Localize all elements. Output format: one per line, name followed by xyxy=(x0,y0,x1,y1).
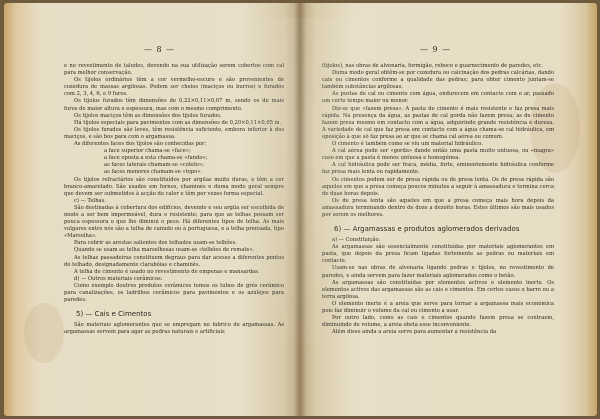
paragraph: as faces laterais chamam-se «cutelo»; xyxy=(104,162,204,169)
paragraph: Além disso ainda a areia serve para aumentar a resistência da xyxy=(332,329,497,336)
paragraph: e no revestimento de taludes, devendo na sua utilização serem cobertos com cal para melhor conservação. xyxy=(64,63,284,77)
paragraph: O elemento inerte é a areia que serve para tornar a argamassa mais económica pois faz diminuir o volume da cal ou cimento a usar. xyxy=(322,300,554,314)
paragraph: Os tijolos refractários são constituídos por argilas muito duras, e têm a cor branco-amarelado. São usados em fornos, chaminés e duma modo geral sempre que devem ser submetidos à acção do calor e têm por vezes forma especial. xyxy=(64,176,284,197)
book-spine xyxy=(294,3,306,416)
open-book xyxy=(4,3,597,416)
paragraph: As telhas passadeiras constituem degraus para dar acesso a diferentes pontos do telhado, designadamente clarabóias e chaminés. xyxy=(64,254,284,268)
paragraph: As argamassas são constituídas por elementos activos e elemento inerte. Os elementos activos das argamassas são as cais e cimentos. Em certos casos o barro ou a terra argilosa. xyxy=(322,279,554,300)
paragraph: São materiais aglomerantes que se empregam no fabrico de argamassas. As argamassas servem para agar as pedras naturais e artificiais xyxy=(64,322,284,336)
paragraph: Os tijolos maciços têm as dimensões dos tijolos furados. xyxy=(74,112,222,119)
paragraph: Diz-se que «fazem presa». A pasta de cimento é mais resistente e faz presa mais rápida. Na presença da água, as pastas de cal gorda não fazem presa; as de cimento fazem presa mesmo em contacto com a água, adquirindo grande resistência e dureza. A variedade de cal que faz presa em contacto com a água chama-se cal hidráulica, em oposição à que só faz presa ao ar que se chama cal aérea ou comum. xyxy=(322,105,554,140)
paragraph: Duma modo geral obtêm-se por cozedura ou calcinação dos pedras calcárias, dando cais ou cimentos conforme a qualidade das pedras; para obter cimento juntam-se também substâncias argilosas. xyxy=(322,70,554,91)
paragraph: Os de presa lenta são aqueles em que a presa começa mais hora depois da amassadura terminando dentro de doze a dezoito horas. Estes últimos são mais usados por serem os melhores. xyxy=(322,197,554,218)
paragraph: a) — Constituição. xyxy=(332,237,381,244)
paragraph: Por outro lado, como as cais e cimentos quando fazem presa se contraem, diminuindo de volume, a areia obsta esse inconveniente. xyxy=(322,315,554,329)
paragraph: O cimento é também como se viu um material hidráulico. xyxy=(332,141,483,148)
paragraph: Há tijolos especiais para pavimentos com as dimensões de 0,20×0,11×0,05 m. xyxy=(74,119,282,126)
paper-stain xyxy=(24,303,64,363)
paragraph: As diferentes faces dos tijolos são conhecidas por: xyxy=(74,141,207,148)
paragraph: As postas de cal ou cimento com água, endurecem em contacto com o ar, passado um certo tempo maior ou menor. xyxy=(322,91,554,105)
paragraph: d) — Outros materiais cerâmicos: xyxy=(74,275,163,282)
paragraph: A telha de cimento é usado no revestimento de empenas e mansardas. xyxy=(74,268,260,275)
paragraph: Para cobrir as arestas salientes dos telhados usam-se telhões. xyxy=(74,240,237,247)
paragraph: Como exemplo doutros produtos cerâmicos temos os tubos de grés cerâmico para canalizações, os ladrilhos cerâmicos para pavimentos e os azulejos para paredes. xyxy=(64,282,284,304)
paragraph: As argamassas são essencialmente constituídas por materiais aglomerantes em pasta, que depois da presa ficam ligadas fortemente as pedras ou materiais em contacto. xyxy=(322,244,554,265)
paragraph: c) — Telhas. xyxy=(74,197,106,204)
paragraph: A cal aérea pode ser «gorda» dando então uma pasta muito untuosa, ou «magra» caso em que a pasta é menos untuosa e homogénea. xyxy=(322,148,554,162)
paragraph: a face oposta a esta chama-se «fundo»; xyxy=(104,155,208,162)
section-heading: 5) — Cais e Cimentos xyxy=(76,310,152,319)
paragraph: São destinadas à cobertura dos edifícios, devendo o seu argila ser escolhida de modo a ser bem impermeável, dura e resistente; para que as telhas possam ser pouca espessura e que lhe diminui o peso. Há diferentes tipos de telha. As mais vulgares entre nós são a telha de canudo ou à portuguesa, e a telha prensada, tipo «Marselha». xyxy=(64,204,284,240)
paragraph: Quando se usam as telha marselhesas usam-se «telhões de remate». xyxy=(74,247,255,254)
paragraph: a face superior chama-se «face»; xyxy=(104,148,191,155)
page-number-right: — 9 — xyxy=(420,45,452,54)
paragraph: as faces menores chamam-se «topo». xyxy=(104,169,203,176)
paragraph: (tijolos), nas obras de alvenaria, formigão, reboco e guarnecimento de paredes, etc. xyxy=(322,63,543,69)
paragraph: Usam-se nas obras de alvenaria ligando pedras e tijolos, no revestimento de paredes, e ainda servem para fazer materiais aglomerados como o betão. xyxy=(322,265,554,279)
paragraph: A cal hidráulica pode ser fraca, média, forte, eminentemente hidráulica conforme faz presa mais lenta ou rapidamente. xyxy=(322,162,554,176)
page-number-left: — 8 — xyxy=(144,45,176,54)
paragraph: Os tijolos furados têm dimensões de 0,22×0,11×0,07 m, sendo os de mais furos de maior altura e espessura, mas com o mesmo comprimento. xyxy=(64,98,284,112)
paragraph: Os cimentos podem ser de presa rápida ou de presa lenta. Os de presa rápida são aqueles em que a presa começa poucos minutos a seguir à amassadura e termina cerca de duas horas depois. xyxy=(322,176,554,197)
section-heading: 6) — Argamassas e produtos aglomerados derivados xyxy=(334,225,520,234)
paragraph: Os tijolos ordinários têm a cor vermelho-escuro e são provenientes de cozedura de massas argilosas. Podem ser cheios (maciços ou burros) e furados com 2, 3, 4, 6, e 9 furos. xyxy=(64,77,284,98)
paragraph: Os tijolos furados são leves, têm resistência suficiente, embora inferior à dos maciços, e são bos para com o argamassa. xyxy=(64,126,284,140)
